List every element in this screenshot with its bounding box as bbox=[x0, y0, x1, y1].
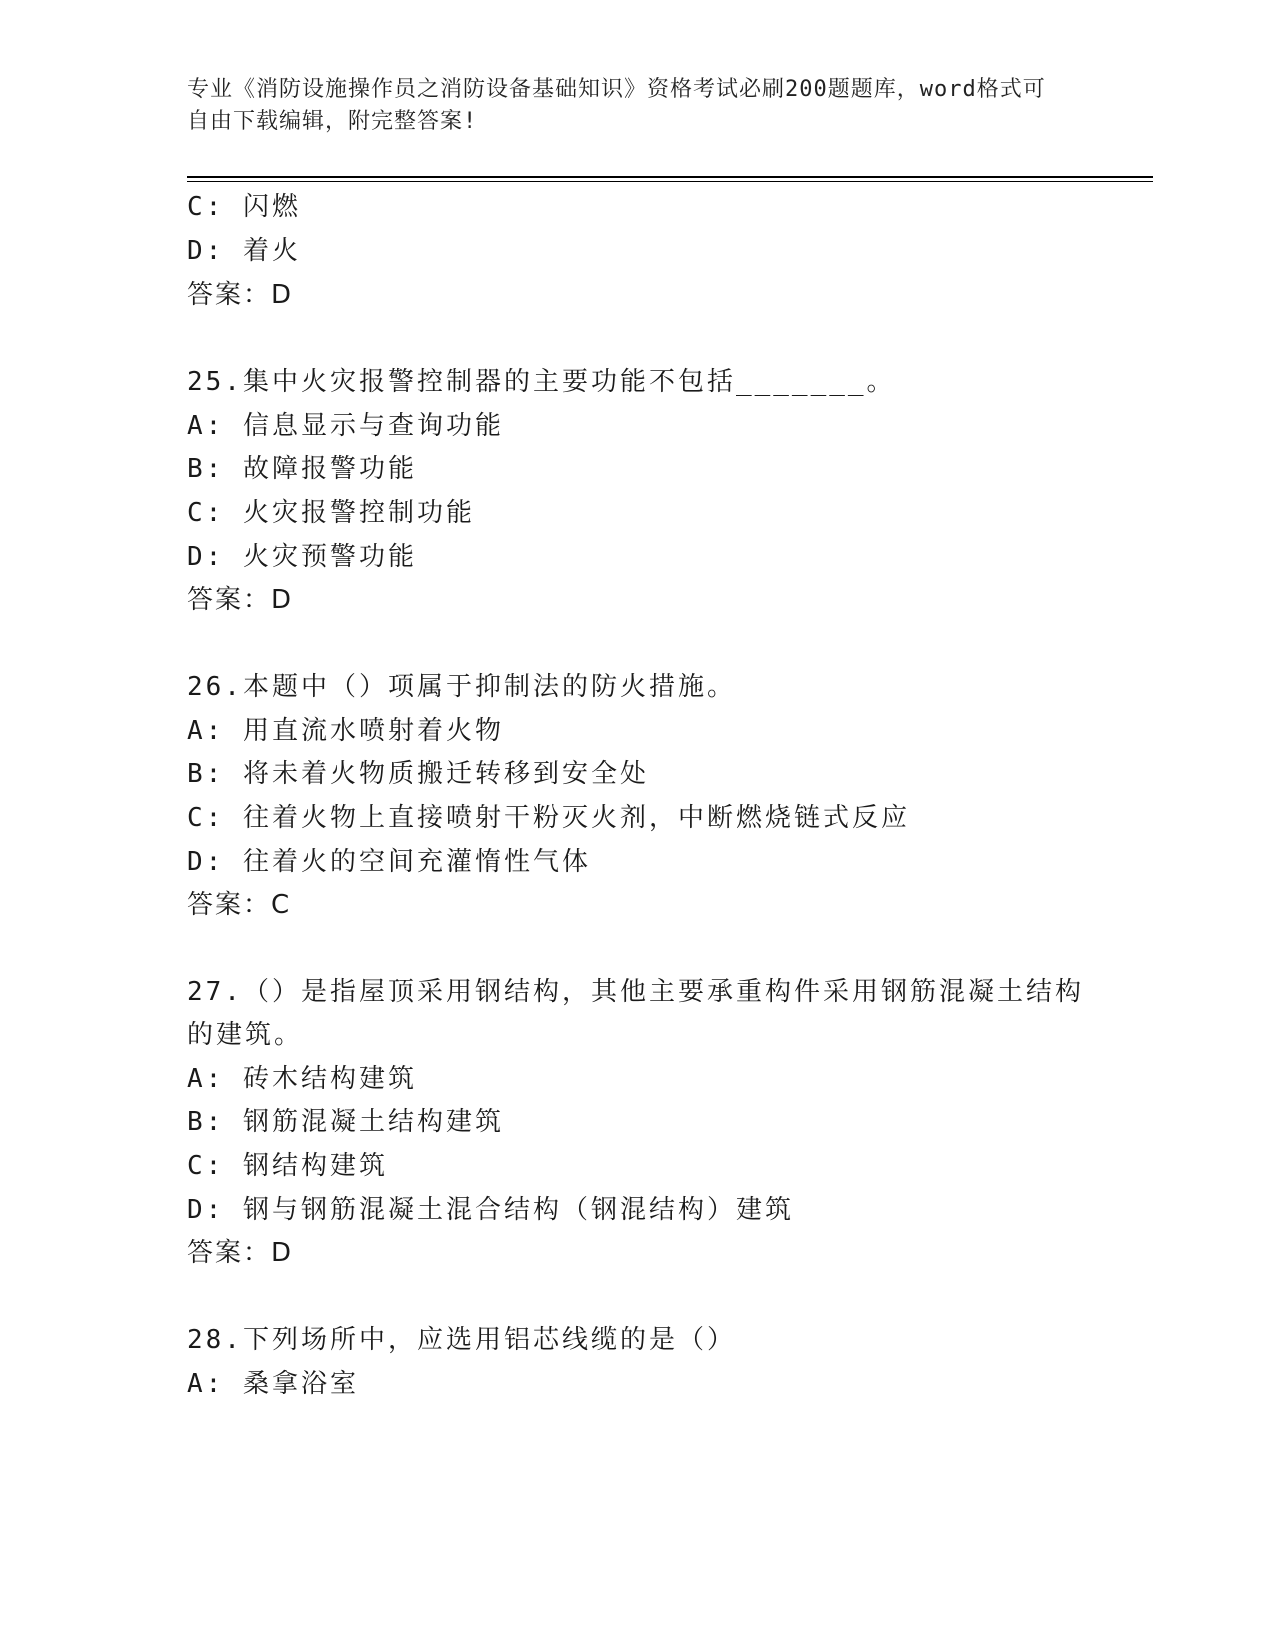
q27-option-c: C: 钢结构建筑 bbox=[187, 1151, 388, 1181]
q25-option-b: B: 故障报警功能 bbox=[187, 454, 417, 484]
q26-option-d: D: 往着火的空间充灌惰性气体 bbox=[187, 847, 591, 877]
q25-stem: 25.集中火灾报警控制器的主要功能不包括_______。 bbox=[187, 367, 896, 397]
q25-answer: 答案：D bbox=[187, 585, 294, 615]
q25-option-c: C: 火灾报警控制功能 bbox=[187, 498, 475, 528]
q26-option-c: C: 往着火物上直接喷射干粉灭火剂，中断燃烧链式反应 bbox=[187, 803, 910, 833]
document-header: 专业《消防设施操作员之消防设备基础知识》资格考试必刷200题题库，word格式可自由下载编辑，附完整答案! bbox=[187, 77, 1046, 134]
q26-option-b: B: 将未着火物质搬迁转移到安全处 bbox=[187, 759, 649, 789]
q26-answer: 答案：C bbox=[187, 890, 292, 920]
q24-option-d: D: 着火 bbox=[187, 236, 301, 266]
q25-option-d: D: 火灾预警功能 bbox=[187, 542, 417, 572]
header-divider-thick bbox=[187, 176, 1153, 178]
q27-option-d: D: 钢与钢筋混凝土混合结构（钢混结构）建筑 bbox=[187, 1195, 794, 1225]
q27-stem-line2: 的建筑。 bbox=[187, 1020, 304, 1050]
q27-option-a: A: 砖木结构建筑 bbox=[187, 1064, 417, 1094]
q26-option-a: A: 用直流水喷射着火物 bbox=[187, 716, 504, 746]
q27-answer: 答案：D bbox=[187, 1238, 294, 1268]
q24-option-c: C: 闪燃 bbox=[187, 192, 301, 222]
q27-stem-line1: 27.（）是指屋顶采用钢结构，其他主要承重构件采用钢筋混凝土结构 bbox=[187, 977, 1084, 1007]
header-divider-thin bbox=[187, 181, 1153, 182]
q28-stem: 28.下列场所中，应选用铝芯线缆的是（） bbox=[187, 1325, 736, 1355]
q26-stem: 26.本题中（）项属于抑制法的防火措施。 bbox=[187, 672, 736, 702]
q25-option-a: A: 信息显示与查询功能 bbox=[187, 411, 504, 441]
q28-option-a: A: 桑拿浴室 bbox=[187, 1369, 359, 1399]
q27-option-b: B: 钢筋混凝土结构建筑 bbox=[187, 1107, 504, 1137]
q24-answer: 答案：D bbox=[187, 280, 294, 310]
